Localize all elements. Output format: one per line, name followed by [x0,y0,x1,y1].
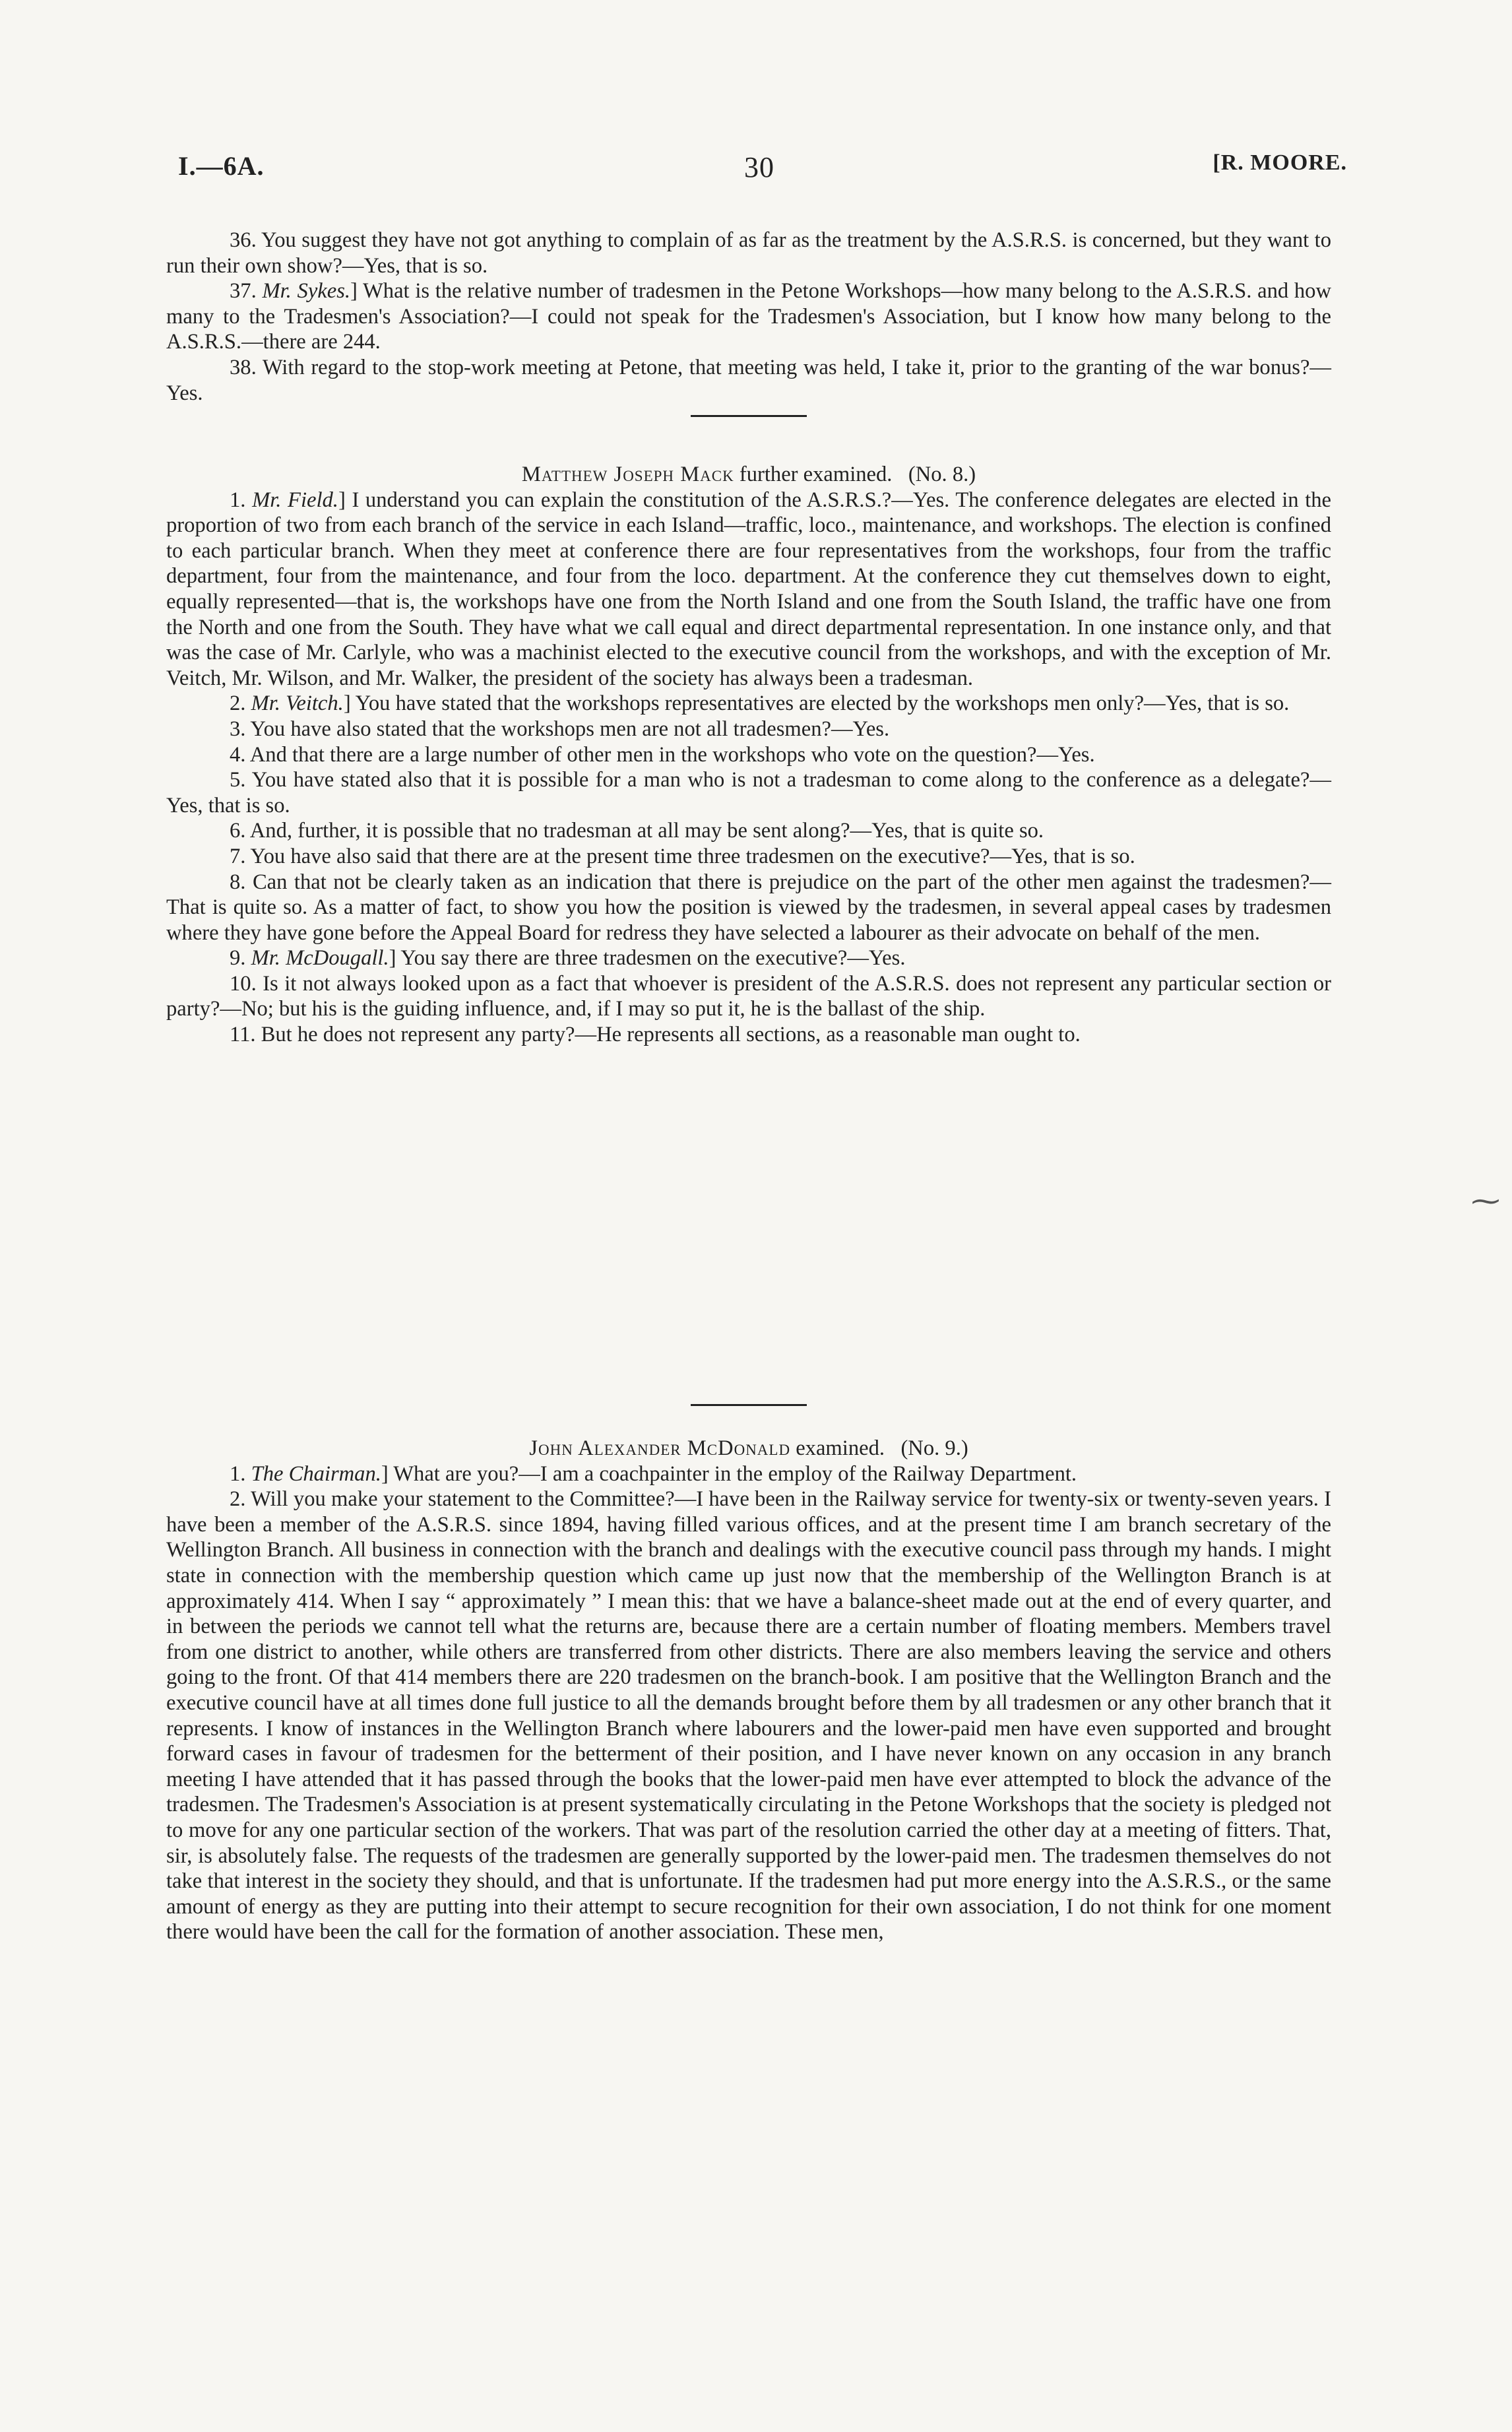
witness-number: (No. 8.) [908,463,976,486]
questioner: Mr. Sykes. [262,279,351,304]
question-text: And, further, it is possible that no tradesman at all may be sent along?—Yes, that is quite so. [245,819,1044,843]
question-answer [166,870,1331,946]
question-number: 1. [230,1461,246,1486]
question-answer [166,228,1331,278]
question-text: You suggest they have not got anything to complain of as far as the treatment by the A.S.R.S. is concerned, but they want to run their own show?—Yes, that is so. [166,228,1331,278]
question-number: 5. [230,768,246,792]
document-reference: I.—6A. [178,151,265,181]
section-divider [691,415,807,417]
witness-heading [166,1436,1331,1461]
question-answer [166,717,1331,742]
witness-status: further examined. [734,463,893,486]
questioner: Mr. Field. [252,488,338,512]
section-1 [166,462,1331,1048]
section-divider [691,1404,807,1406]
question-number: 9. [230,946,246,971]
question-answer [166,488,1331,691]
questioner: Mr. Veitch. [251,691,344,716]
question-answer [166,355,1331,406]
question-text: ] You say there are three tradesmen on the executive?—Yes. [389,946,906,971]
witness-running-head: [R. MOORE. [1213,150,1347,175]
question-text: Can that not be clearly taken as an indication that there is prejudice on the part of the other men against the tradesmen?—That is quite so. As a matter of fact, to show you how the position is viewed by the tradesmen, in several appeal cases by tradesmen where they have gone before the Appeal Board for redress they have selected a labourer as their advocate on behalf of the men. [166,870,1331,945]
question-number: 11. [230,1023,256,1047]
section-0-items [166,228,1331,406]
question-text: Is it not always looked upon as a fact that whoever is president of the A.S.R.S. does not represent any particular section or party?—No; but his is the guiding influence, and, if I may so put it, he is the ballast of the ship. [166,971,1331,1021]
question-text: You have also said that there are at the present time three tradesmen on the executive?—Yes, that is so. [245,844,1135,868]
question-text: And that there are a large number of other men in the workshops who vote on the question?—Yes. [245,742,1095,767]
section-2 [166,1436,1331,1945]
questioner: The Chairman. [251,1461,381,1486]
question-number: 4. [230,742,246,767]
question-number: 2. [230,1487,246,1512]
question-text: Will you make your statement to the Committee?—I have been in the Railway service for twenty-six or twenty-seven years. I have been a member of the A.S.R.S. since 1894, having filled various offices, and at the present time I am branch secretary of the Wellington Branch. All business in connection with the branch and dealings with the executive council pass through my hands. I might state in connection with the membership question which came up just now that the membership of the Wellington Branch is at approximately 414. When I say “ approximately ” I mean this: that we have a balance-sheet made out at the end of every quarter, and in between the periods we cannot tell what the returns are, because there are a certain number of floating members. Members travel from one district to another, while others are transferred from other districts. There are also members leaving the service and others going to the front. Of that 414 members there are 220 tradesmen on the branch-book. I am positive that the Wellington Branch and the executive council have at all times done full justice to all the demands brought before them by all tradesmen or any other branch that it represents. I know of instances in the Wellington Branch where labourers and the lower-paid men have even supported and brought forward cases in favour of tradesmen for the betterment of their position, and I have never known on any occasion in any branch meeting I have attended that it has passed through the books that the lower-paid men have ever attempted to block the advance of the tradesmen. The Tradesmen's Association is at present systematically circulating in the Petone Workshops that the society is pledged not to move for any one particular section of the workers. That was part of the resolution carried the other day at a meeting of fitters. That, sir, is absolutely false. The requests of the tradesmen are generally supported by the lower-paid men. The tradesmen themselves do not take that interest in the society they should, and that is unfortunate. If the tradesmen had put more energy into the A.S.R.S., or the same amount of energy as they are putting into their attempt to secure recognition for their own association, I do not think for one moment there would have been the call for the formation of another association. These men, [166,1487,1331,1944]
question-number: 1. [230,488,246,512]
question-number: 10. [230,971,257,996]
question-answer [166,1461,1331,1487]
question-answer [166,818,1331,844]
margin-mark: ⁓ [1471,1185,1500,1217]
question-text: ] You have stated that the workshops representatives are elected by the workshops men only?—Yes, that is so. [343,691,1290,716]
question-answer [166,691,1331,717]
page-number: 30 [744,151,774,183]
witness-heading [166,462,1331,488]
question-text: You have stated also that it is possible for a man who is not a tradesman to come along to the conference as a delegate?—Yes, that is so. [166,768,1331,817]
question-number: 8. [230,870,246,894]
question-text: ] What is the relative number of tradesmen in the Petone Workshops—how many belong to the A.S.R.S. and how many to the Tradesmen's Association?—I could not speak for the Tradesmen's Association, but I know how many belong to the A.S.R.S.—there are 244. [166,279,1331,354]
witness-name: John Alexander McDonald [529,1436,791,1460]
question-number: 6. [230,819,246,843]
divider-2-wrap [166,1404,1331,1406]
question-number: 3. [230,717,246,741]
question-text: But he does not represent any party?—He represents all sections, as a reasonable man ought to. [255,1023,1081,1047]
section-0 [166,228,1331,406]
question-number: 2. [230,691,246,716]
question-answer [166,767,1331,818]
witness-status: examined. [790,1436,885,1460]
question-answer [166,945,1331,971]
section-1-items [166,488,1331,1048]
question-number: 7. [230,844,246,868]
question-number: 38. [230,355,257,379]
question-answer [166,278,1331,355]
question-number: 37. [230,279,257,304]
witness-name: Matthew Joseph Mack [521,463,734,486]
question-answer [166,971,1331,1022]
question-text: With regard to the stop-work meeting at Petone, that meeting was held, I take it, prior to the granting of the war bonus?—Yes. [166,355,1331,405]
question-text: ] What are you?—I am a coachpainter in the employ of the Railway Department. [381,1461,1077,1486]
question-number: 36. [230,228,257,252]
question-answer [166,1487,1331,1945]
question-text: You have also stated that the workshops men are not all tradesmen?—Yes. [245,717,890,741]
questioner: Mr. McDougall. [251,946,389,971]
question-answer [166,742,1331,768]
question-text: ] I understand you can explain the constitution of the A.S.R.S.?—Yes. The conference delegates are elected in the proportion of two from each branch of the service in each Island—traffic, loco., maintenance, and workshops. The election is confined to each particular branch. When they meet at conference there are four representatives from the workshops, four from the traffic department, four from the maintenance, and four from the loco. department. At the conference they cut themselves down to eight, equally represented—that is, the workshops have one from the North Island and one from the South Island, the traffic have one from the North and one from the South. They have what we call equal and direct departmental representation. In one instance only, and that was the case of Mr. Carlyle, who was a machinist elected to the executive council from the workshops, and with the exception of Mr. Veitch, Mr. Wilson, and Mr. Walker, the president of the society has always been a tradesman. [166,488,1332,690]
divider-1-wrap [166,415,1331,417]
section-2-items [166,1461,1331,1945]
witness-number: (No. 9.) [900,1436,968,1460]
question-answer [166,844,1331,870]
question-answer [166,1022,1331,1048]
